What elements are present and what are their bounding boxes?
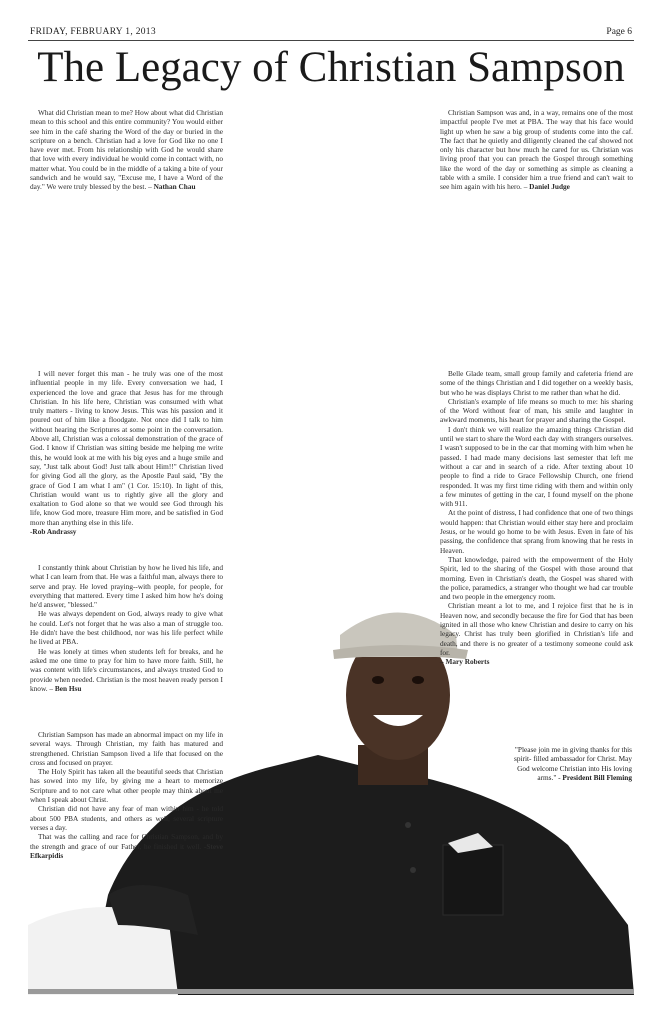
story-paragraph: At the point of distress, I had confidence that one of two things would happen: that Christian would either stay here and proclaim Jesus, or he would go home to be with Jesus. Even in fate of his passing, the confidence that sprang from knowing that he rests in Heaven. xyxy=(440,508,633,555)
pocket-shape xyxy=(443,845,503,915)
button-2 xyxy=(410,867,416,873)
story-ben-hsu xyxy=(30,563,223,693)
story-paragraph: That knowledge, paired with the empowerment of the Holy Spirit, led to the sharing of the Gospel with those around that morning. Even in Christian's death, the Gospel was shared with the police, paramedics, a stranger who thought we had car trouble and two people in the emergency room. xyxy=(440,554,633,602)
header-date: FRIDAY, FEBRUARY 1, 2013 xyxy=(30,27,156,37)
author-name: – Mary Roberts xyxy=(440,657,490,667)
story-steve-efkarpidis xyxy=(30,730,223,860)
story-paragraph: He was lonely at times when students left for breaks, and he asked me one time to pray for him to have more faith. Still, he was content with life's circumstances, and always trusted God to provide when needed. Christian is the most heaven ready person I know. – xyxy=(30,646,223,693)
story-text: I will never forget this man - he truly was one of the most influential people in my life. Every conversation we had, I experienced the love and grace that Jesus has for me through Christian. In his life here, Christian was consumed with what truly matters - living to know Jesus. This was his passion and it poured out of him like a floodgate. Not once did I talk to him without hearing the Scriptures at some point in the conversation. Above all, Christian was a colossal demonstration of the grace of God. I know if Christian was sitting beside me helping me write this, he would look at me with his big eyes and a huge smile and say, "Just talk about God! Just talk about Him!!" Christian lived for giving God all the glory, as the Apostle Paul said, "By the grace of God I am what I am" (1 Cor. 15:10). In light of this, Christian would want us to rightly give all the glory and exaltation to God alone so that we would see God through his life, know God more, treasure Him more, and be satisfied in God more than anything else in this life. xyxy=(30,369,223,527)
author-name: -Rob Andrassy xyxy=(30,527,77,537)
story-paragraph: Belle Glade team, small group family and cafeteria friend are some of the things Christian and I did together on a weekly basis, but who he was displays Christ to me rather than what he did. xyxy=(440,369,633,397)
author-name: Daniel Judge xyxy=(529,182,570,192)
story-paragraph: Christian did not have any fear of man within him - he told about 500 PBA students, and others as well, several scripture verses a day. xyxy=(30,804,223,832)
story-paragraph: He was always dependent on God, always ready to give what he could. Let's not forget that he was also a man of struggle too. He didn't have the best childhood, nor was his life perfect while he lived at PBA. xyxy=(30,609,223,647)
story-paragraph: I don't think we will realize the amazing things Christian did until we start to share the Word each day with strangers ourselves. I wasn't supposed to be in the car that morning with him when he passed. I had made many decisions last semester that left me without a car and in search of a ride. After texting about 10 people to find a ride to Grace Fellowship Church, one friend responded. It was my first time riding with them and within only a few minutes of getting in the car, I found myself on the phone with 911. xyxy=(440,424,633,509)
story-paragraph: I constantly think about Christian by how he lived his life, and what I can learn from that. He was a faithful man, always there to serve and pray. He loved praying--with people, for people, for everything that mattered. Every time I asked him how he's doing he'd answer, "blessed." xyxy=(30,563,223,610)
story-rob-andrassy xyxy=(30,369,223,536)
author-name: Nathan Chau xyxy=(153,182,196,192)
header-rule xyxy=(28,40,634,41)
story-nathan-chau xyxy=(30,108,223,192)
author-name: Steve Efkarpidis xyxy=(30,841,223,860)
quote-text: "Please join me in giving thanks for this spirit- filled ambassador for Christ. May God welcome Christian into His loving arms." - xyxy=(514,745,632,782)
story-text: Christian Sampson was and, in a way, remains one of the most impactful people I've met at PBA. The way that his face would light up when he saw a big group of students come into the caf. The fact that he quietly and diligently cleaned the caf showed not only his character but how much he cared for us. Christian was living proof that you can preach the Gospel through something like the word of the day or something as simple as cleaning a table with a smile. I consider him a true friend and can't wait to see him again with his hero. – xyxy=(440,108,633,192)
story-mary-roberts xyxy=(440,369,633,667)
story-paragraph: Christian's example of life means so much to me: his sharing of the Word without fear of man, his smile and laughter in awkward moments, his heart for prayer and sharing the Gospel. xyxy=(440,396,633,425)
page-number: Page 6 xyxy=(606,27,632,37)
eye-right xyxy=(412,676,424,684)
story-paragraph: Christian meant a lot to me, and I rejoice first that he is in Heaven now, and secondly because the fire for God that has been ignited in all those who knew Christian and desire to carry on his legacy. Christ has truly been glorified in Christian's life and death, and there is no greater of a testimony someone could ask for. xyxy=(440,601,633,657)
author-name: President Bill Fleming xyxy=(562,772,632,782)
story-daniel-judge xyxy=(440,108,633,192)
story-paragraph: That was the calling and race for Christian Sampson, and by the strength and grace of our Father, he finished it well. - xyxy=(30,832,223,851)
story-paragraph: The Holy Spirit has taken all the beautiful seeds that Christian has sowed into my life, by giving me a heart to memorize Scripture and to not care what other people may think about me when I speak about Christ. xyxy=(30,767,223,805)
author-name: Ben Hsu xyxy=(54,683,82,693)
page-title: The Legacy of Christian Sampson xyxy=(37,44,625,91)
quote-bill-fleming xyxy=(514,745,632,782)
story-text: What did Christian mean to me? How about what did Christian mean to this school and this entire community? You would either see him in the café sharing the Word of the day or buried in the scripture on a bench. Christian had a love for God like no one I have ever met. From his relationship with God he would share that love with every individual he would come in contact with, no matter what. You could be in the middle of a taking a bite of your sandwich and he would say, "Excuse me, I have a Word of the day." We were truly blessed by the best. – xyxy=(30,108,223,192)
eye-left xyxy=(372,676,384,684)
bottom-rule xyxy=(28,989,634,994)
button-1 xyxy=(405,822,411,828)
story-paragraph: Christian Sampson has made an abnormal impact on my life in several ways. Through Christian, my faith has matured and strengthened. Christian Sampson lived a life that focused on the cross and focused on prayer. xyxy=(30,730,223,767)
